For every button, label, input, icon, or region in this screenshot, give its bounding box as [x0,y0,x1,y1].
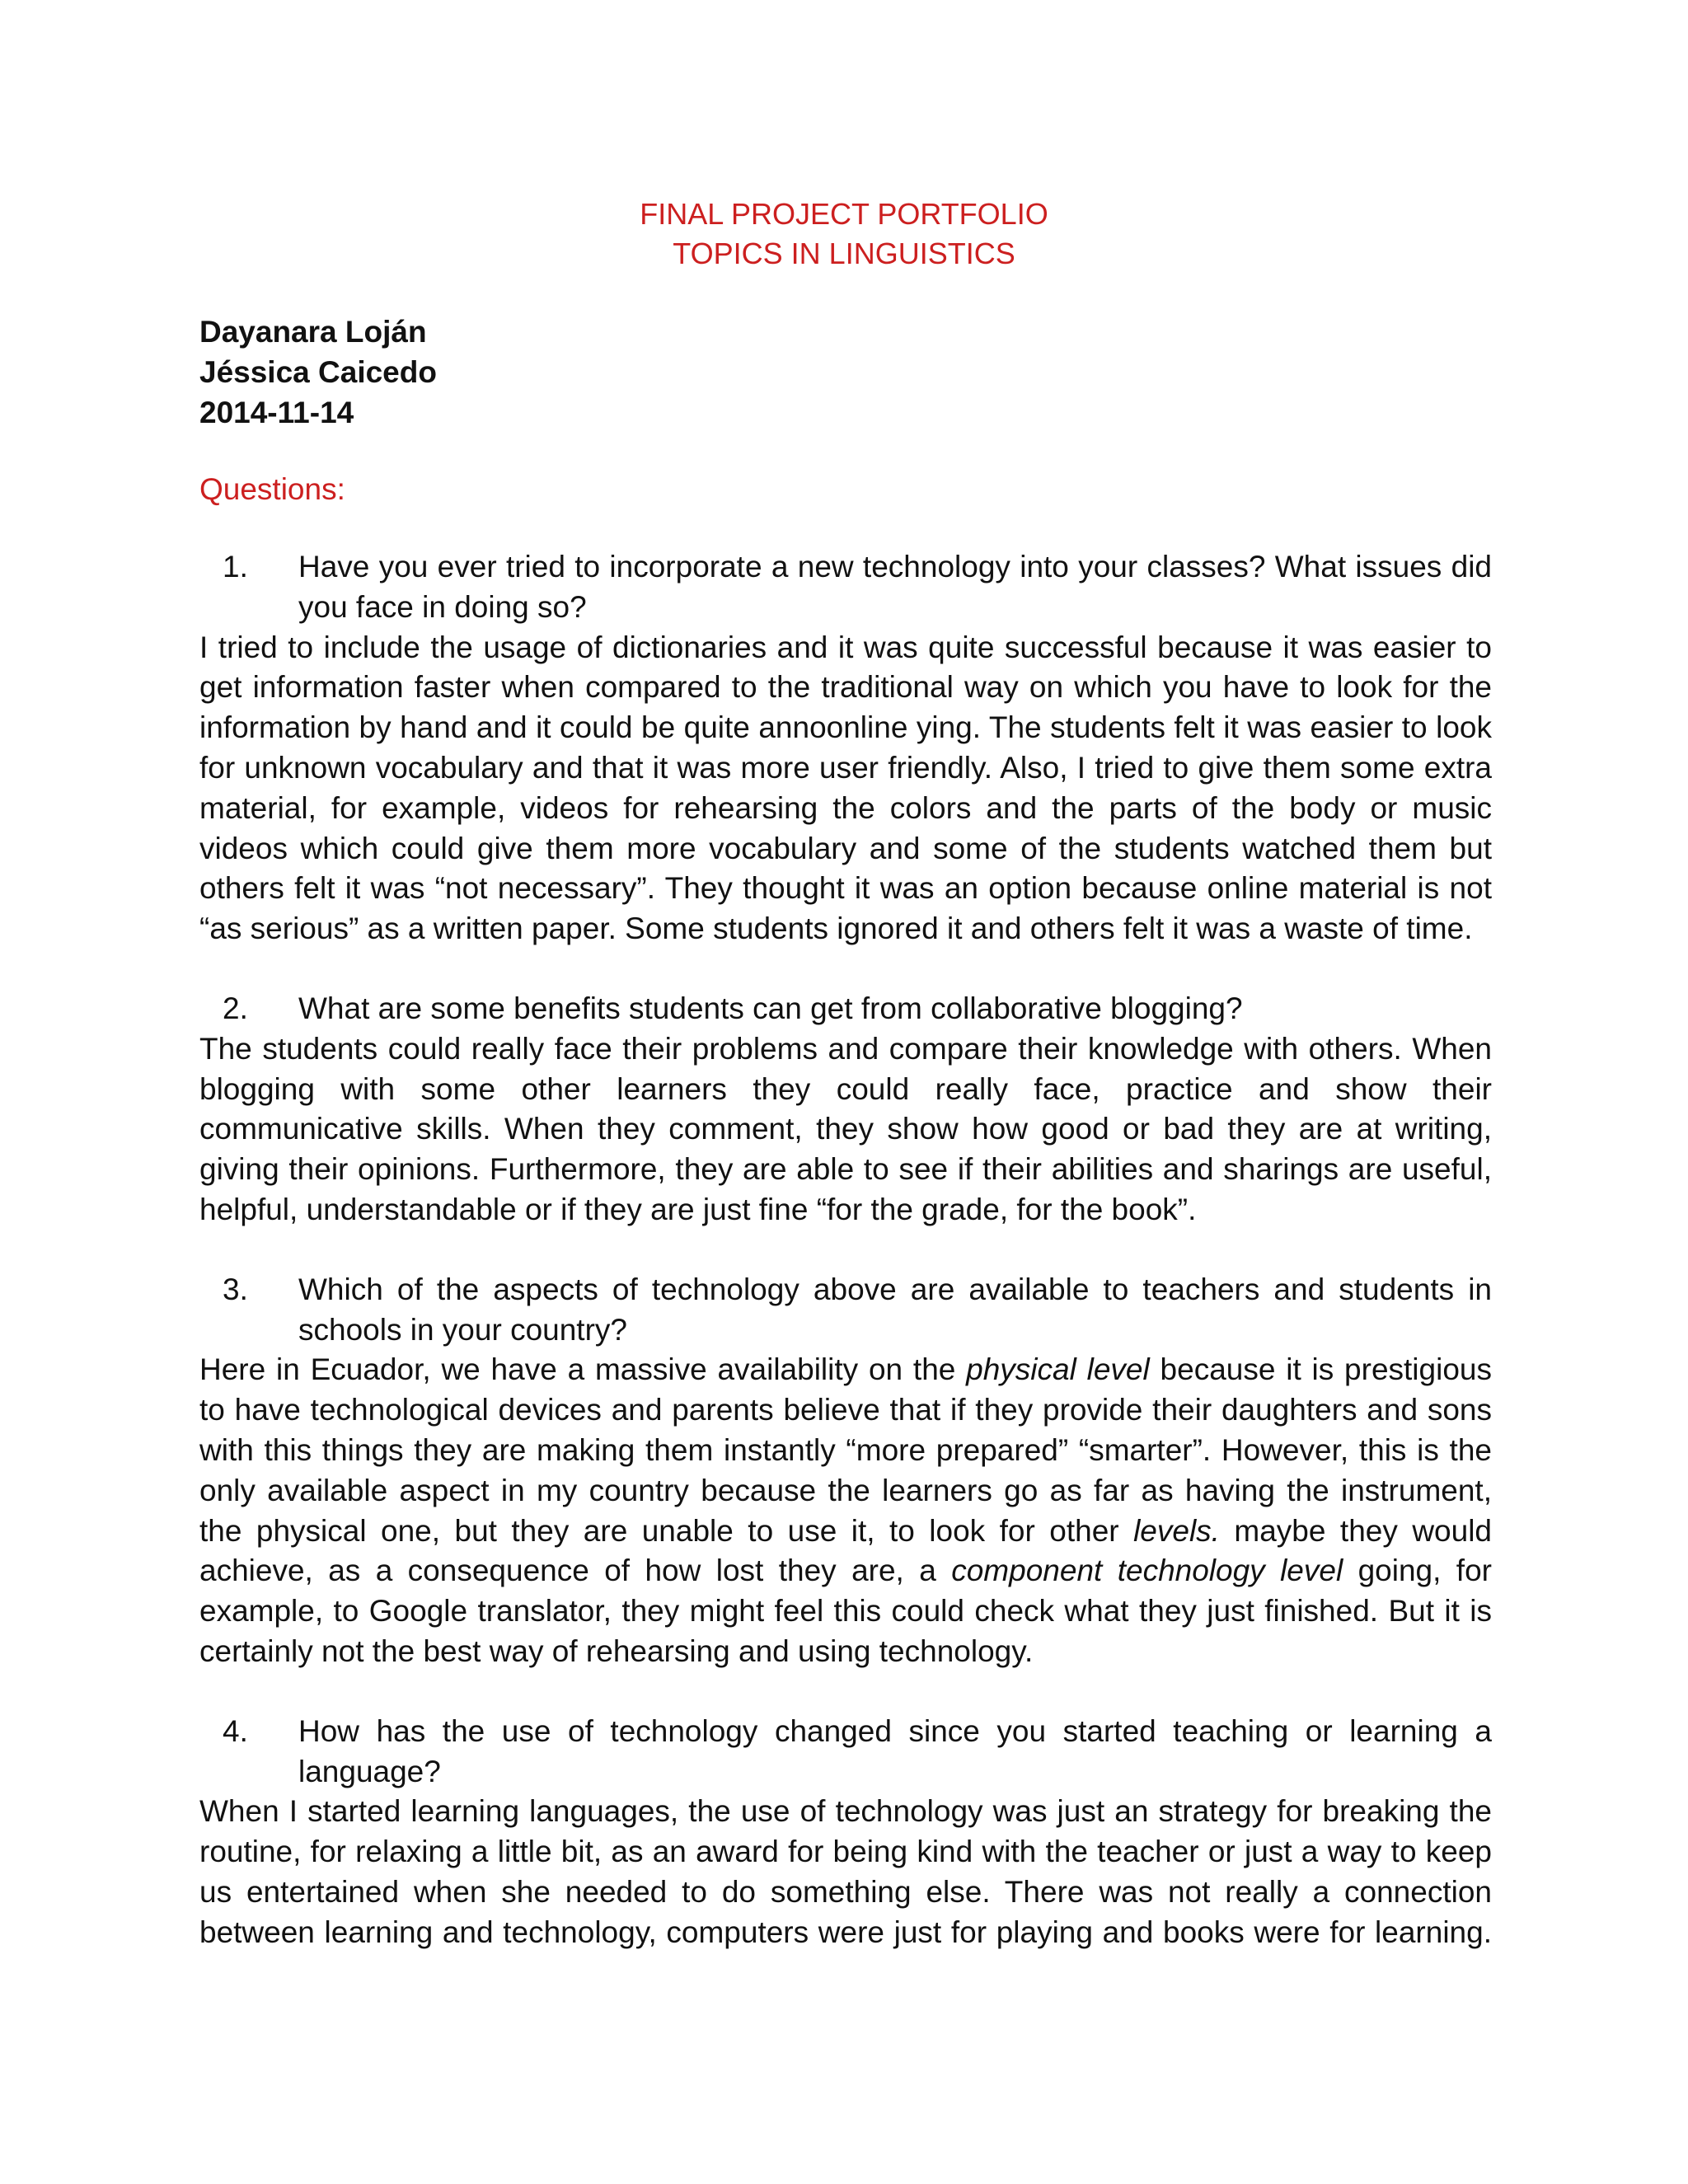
author-name-2: Jéssica Caicedo [199,355,437,389]
answer-emphasis: levels. [1133,1513,1220,1548]
questions-heading: Questions: [199,472,345,506]
title-line-2: TOPICS IN LINGUISTICS [673,237,1015,270]
author-name-1: Dayanara Loján [199,315,427,349]
document-content [199,194,1492,1953]
title-line-1: FINAL PROJECT PORTFOLIO [640,197,1048,231]
question-number: 4. [223,1713,248,1748]
author-block [199,312,1492,433]
answer-segment: going, for example, to Google translator, they might feel this could check what they just finished. But it is certainly not the best way of rehearsing and using technology. [199,1554,1492,1668]
question-text: Which of the aspects of technology above are available to teachers and students in schools in your country? [298,1272,1492,1347]
question-text: How has the use of technology changed since you started teaching or learning a language? [298,1713,1492,1788]
question-item [199,989,1492,1029]
question-number: 3. [223,1272,248,1306]
question-item [199,1270,1492,1351]
answer-text [199,1350,1492,1671]
document-title [0,194,1688,274]
question-item [199,1712,1492,1793]
answer-segment: maybe they would achieve, as a consequence of how lost they are, a [199,1513,1492,1588]
answer-text: The students could really face their problems and compare their knowledge with others. When blogging with some other learners they could really face, practice and show their communicative skills. When they comment, they show how good or bad they are at writing, giving their opinions. Furthermore, they are able to see if their abilities and sharings are useful, helpful, understandable or if they are just fine “for the grade, for the book”. [199,1031,1492,1226]
question-number: 2. [223,991,248,1025]
question-text: Have you ever tried to incorporate a new technology into your classes? What issues did you face in doing so? [298,550,1492,624]
answer-text: I tried to include the usage of dictionaries and it was quite successful because it was easier to get information faster when compared to the traditional way on which you have to look for the information by hand and it could be quite annoonline ying. The students felt it was easier to look for unknown vocabulary and that it was more user friendly. Also, I tried to give them some extra material, for example, videos for rehearsing the colors and the parts of the body or music videos which could give them more vocabulary and some of the students watched them but others felt it was “not necessary”. They thought it was an option because online material is not “as serious” as a written paper. Some students ignored it and others felt it was a waste of time. [199,630,1492,946]
document-date: 2014-11-14 [199,396,354,429]
answer-emphasis: component technology level [951,1554,1343,1588]
questions-list [199,547,1492,1953]
answer-segment: because it is prestigious to have technological devices and parents believe that if they provide their daughters and sons with this things they are making them instantly “more prepared” “smarter”. However, this is the only available aspect in my country because the learners go as far as having the instrument, the physical one, but they are unable to use it, to look for other [199,1352,1492,1548]
question-item [199,547,1492,628]
answer-segment: Here in Ecuador, we have a massive availability on the [199,1352,967,1387]
answer-text: When I started learning languages, the use of technology was just an strategy for breaking the routine, for relaxing a little bit, as an award for being kind with the teacher or just a way to keep us entertained when she needed to do something else. There was not really a connection between learning and technology, computers were just for playing and books were for learning. [199,1794,1492,1949]
question-text: What are some benefits students can get from collaborative blogging? [298,991,1243,1025]
answer-emphasis: physical level [966,1352,1150,1387]
question-number: 1. [223,550,248,583]
